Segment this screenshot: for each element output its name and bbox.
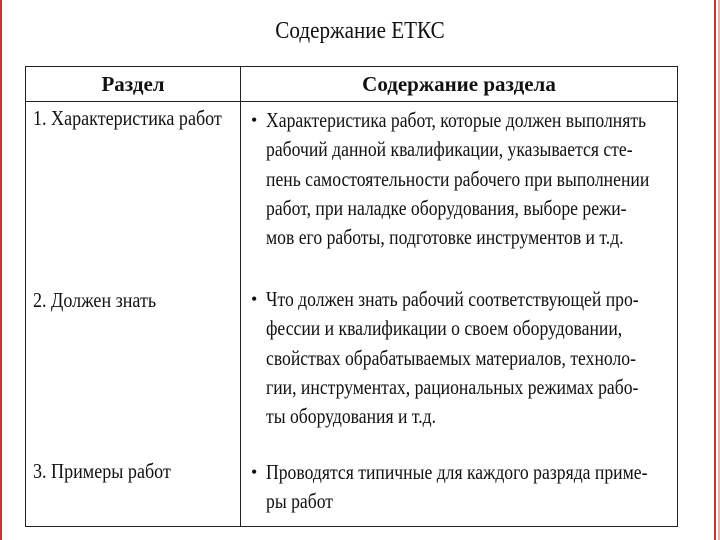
description-line: работ, при наладке оборудования, выборе режи- xyxy=(266,195,627,220)
description-line: гии, инструментах, рациональных режимах рабо- xyxy=(266,374,639,399)
descriptions-cell xyxy=(241,102,678,527)
table-body-row xyxy=(26,102,678,527)
slide-frame-left xyxy=(0,0,2,540)
description-item-3 xyxy=(241,458,678,517)
description-line: Характеристика работ, которые должен выполнять xyxy=(266,108,647,132)
description-line: фессии и квалификации о своем оборудовании, xyxy=(266,316,623,341)
header-section: Раздел xyxy=(26,67,241,102)
etks-content-table xyxy=(25,66,678,527)
bullet-marker: • xyxy=(251,462,258,482)
section-label-1: 1. Характеристика работ xyxy=(33,106,222,130)
description-item-1 xyxy=(241,106,678,252)
sections-cell xyxy=(26,102,241,527)
bullet-marker: • xyxy=(251,110,258,130)
bullet-marker: • xyxy=(251,289,258,309)
description-line: свойствах обрабатываемых материалов, техноло- xyxy=(266,345,636,370)
slide-frame-right xyxy=(714,0,716,540)
header-content: Содержание раздела xyxy=(241,67,678,102)
section-label-2: 2. Должен знать xyxy=(33,288,157,312)
description-line: ты оборудования и т.д. xyxy=(266,404,437,429)
description-line: Проводятся типичные для каждого разряда приме- xyxy=(266,460,648,484)
section-label-3: 3. Примеры работ xyxy=(33,459,171,483)
description-line: рабочий данной квалификации, указывается сте- xyxy=(266,137,633,162)
description-item-2 xyxy=(241,285,678,431)
description-line: мов его работы, подготовке инструментов и т.д. xyxy=(266,225,624,250)
description-line: ры работ xyxy=(266,489,334,514)
slide-title: Содержание ЕТКС xyxy=(275,18,445,44)
table-header-row xyxy=(26,67,678,102)
description-line: Что должен знать рабочий соответствующей про- xyxy=(266,287,639,311)
description-line: пень самостоятельности рабочего при выполнении xyxy=(266,166,650,191)
